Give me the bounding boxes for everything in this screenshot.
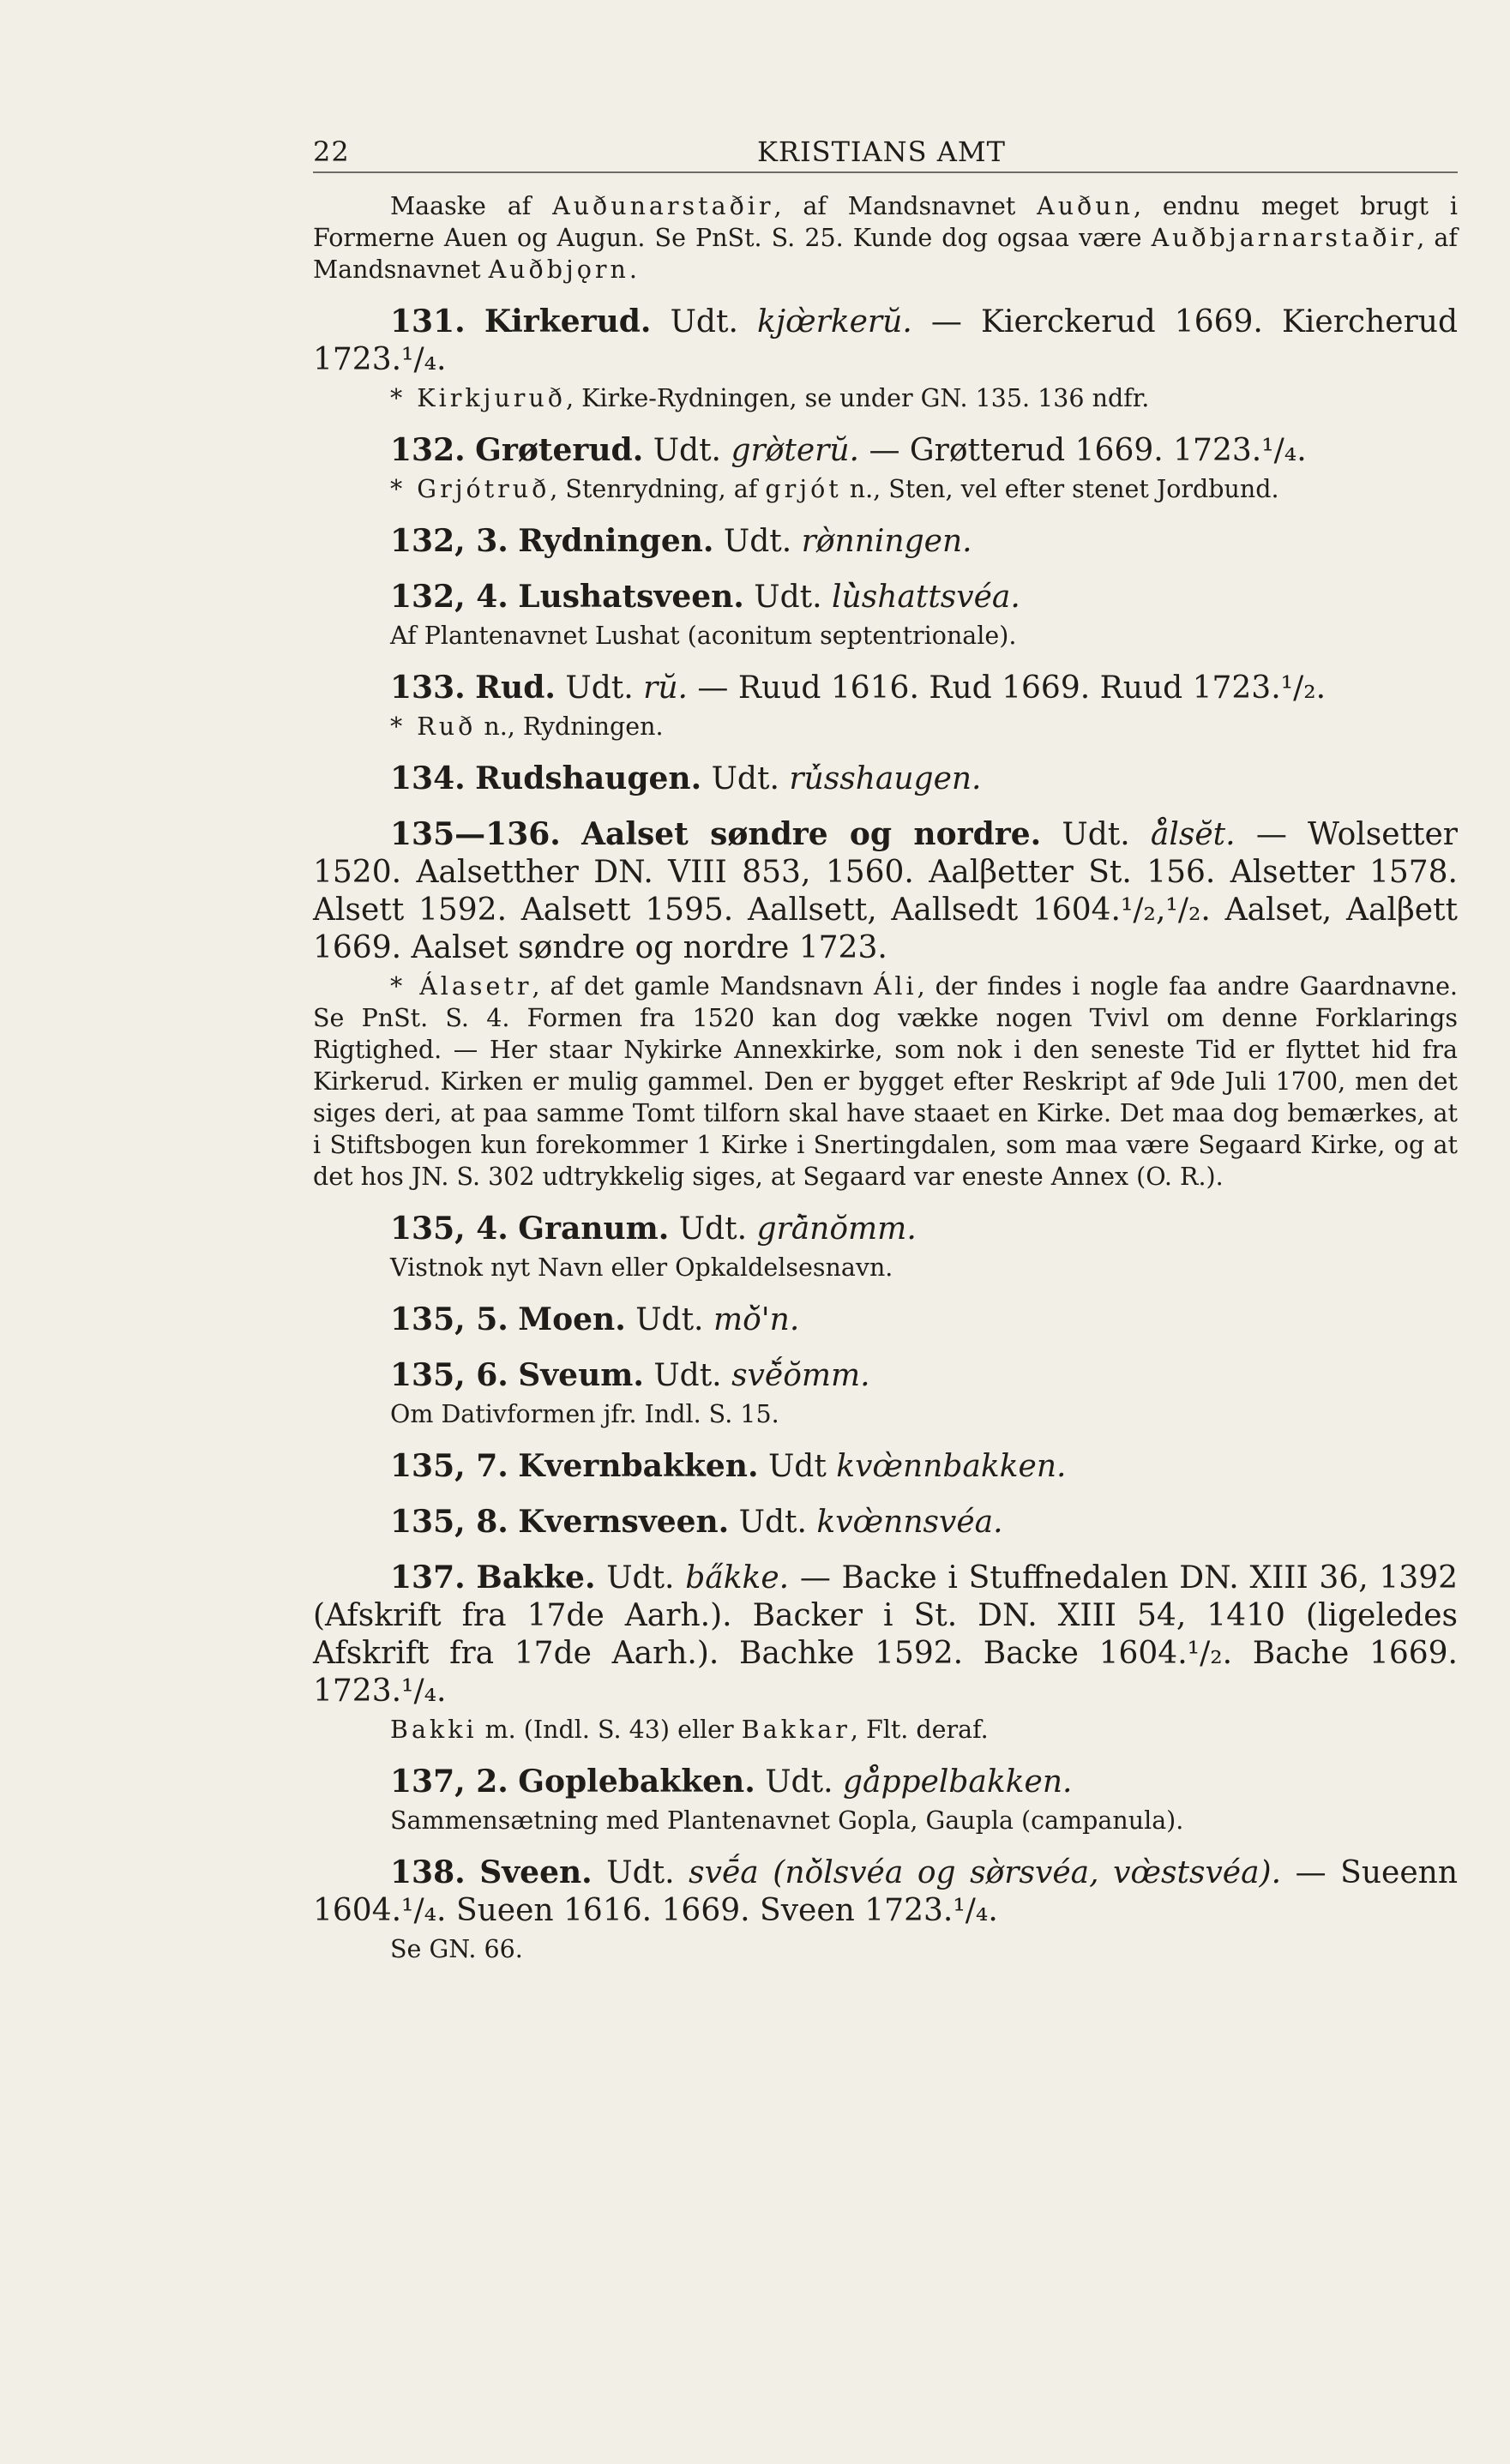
entry-137-note: Bakki m. (Indl. S. 43) eller Bakkar, Flt. deraf.	[390, 1716, 989, 1744]
entry-135-7: 135, 7. Kvernbakken. Udt kvœ̀nnbakken.	[390, 1448, 1067, 1484]
entry-131-note: * Kirkjuruð, Kirke-Rydningen, se under GN. 135. 136 ndfr.	[390, 384, 1150, 412]
entry-137: 137. Bakke. Udt. ba̋kke. — Backe i Stuffnedalen DN. XIII 36, 1392 (Afskrift fra 17de Aarh.). Backer i St. DN. XIII 54, 1410 (ligeledes Afskrift fra 17de Aarh.). Bachke 1592. Backe 1604.¹/₂. Bache 1669. 1723.¹/₄.	[313, 1560, 1459, 1709]
entry-135-8: 135, 8. Kvernsveen. Udt. kvœ̀nnsvéa.	[390, 1504, 1003, 1540]
entry-135-6: 135, 6. Sveum. Udt. svḗ̀ŏmm.	[390, 1357, 870, 1393]
entry-135-4-note: Vistnok nyt Navn eller Opkaldelsesnavn.	[390, 1253, 893, 1282]
entry-132-4: 132, 4. Lushatsveen. Udt. lù̀shattsvéa.	[390, 579, 1020, 615]
entry-138-note: Se GN. 66.	[390, 1935, 523, 1963]
entry-135-5: 135, 5. Moen. Udt. mŏ̀'n.	[390, 1301, 800, 1337]
entry-133: 133. Rud. Udt. rŭ. — Ruud 1616. Rud 1669. Ruud 1723.¹/₂.	[390, 670, 1327, 706]
entry-132-note: * Grjótruð, Stenrydning, af grjót n., Sten, vel efter stenet Jordbund.	[390, 475, 1279, 503]
entry-133-note: * Ruð n., Rydningen.	[390, 712, 664, 741]
entry-137-2-note: Sammensætning med Plantenavnet Gopla, Gaupla (campanula).	[390, 1806, 1184, 1835]
running-head	[313, 129, 1458, 173]
entry-135-136-note: * Álasetr, af det gamle Mandsnavn Áli, der findes i nogle faa andre Gaardnavne. Se PnSt. S. 4. Formen fra 1520 kan dog vække nogen Tvivl om denne Forklarings Rigtighed. — Her staar Nykirke Annexkirke, som nok i den seneste Tid er flyttet hid fra Kirkerud. Kirken er mulig gammel. Den er bygget efter Reskript af 9de Juli 1700, men det siges deri, at paa samme Tomt tilforn skal have staaet en Kirke. Det maa dog bemærkes, at i Stiftsbogen kun forekommer 1 Kirke i Snertingdalen, som maa være Segaard Kirke, og at det hos JN. S. 302 udtrykkelig siges, at Segaard var eneste Annex (O. R.).	[313, 972, 1458, 1191]
entry-137-2: 137, 2. Goplebakken. Udt. gå̀ppelbakken.	[390, 1764, 1073, 1800]
page-number: 22	[313, 135, 350, 168]
entry-135-136: 135—136. Aalset søndre og nordre. Udt. å̀lsĕt. — Wolsetter 1520. Aalsetther DN. VIII 853, 1560. Aalβetter St. 156. Alsetter 1578. Alsett 1592. Aalsett 1595. Aallsett, Aallsedt 1604.¹/₂,¹/₂. Aalset, Aalβett 1669. Aalset søndre og nordre 1723.	[313, 816, 1459, 965]
entry-132-3: 132, 3. Rydningen. Udt. rø̀nningen.	[390, 523, 972, 559]
entry-132-4-note: Af Plantenavnet Lushat (aconitum septentrionale).	[390, 622, 1017, 650]
page-title: KRISTIANS AMT	[757, 135, 1006, 168]
entry-135-6-note: Om Dativformen jfr. Indl. S. 15.	[390, 1400, 779, 1428]
page-body	[313, 190, 1458, 1965]
entry-134: 134. Rudshaugen. Udt. rú̀sshaugen.	[390, 760, 982, 796]
entry-132: 132. Grøterud. Udt. grø̀terŭ. — Grøtterud 1669. 1723.¹/₄.	[390, 432, 1307, 468]
intro-note: Maaske af Auðunarstaðir, af Mandsnavnet Auðun, endnu meget brugt i Formerne Auen og Augun. Se PnSt. S. 25. Kunde dog ogsaa være Auðbjarnarstaðir, af Mandsnavnet Auðbjǫrn.	[313, 192, 1458, 284]
entry-135-4: 135, 4. Granum. Udt. grā̀nŏmm.	[390, 1211, 917, 1247]
entry-138: 138. Sveen. Udt. svḗa (nŏ̀lsvéa og sø̀rsvéa, vœ̀stsvéa). — Sueenn 1604.¹/₄. Sueen 1616. 1669. Sveen 1723.¹/₄.	[313, 1854, 1459, 1928]
entry-131: 131. Kirkerud. Udt. kjœ̀rkerŭ. — Kierckerud 1669. Kiercherud 1723.¹/₄.	[313, 303, 1459, 377]
